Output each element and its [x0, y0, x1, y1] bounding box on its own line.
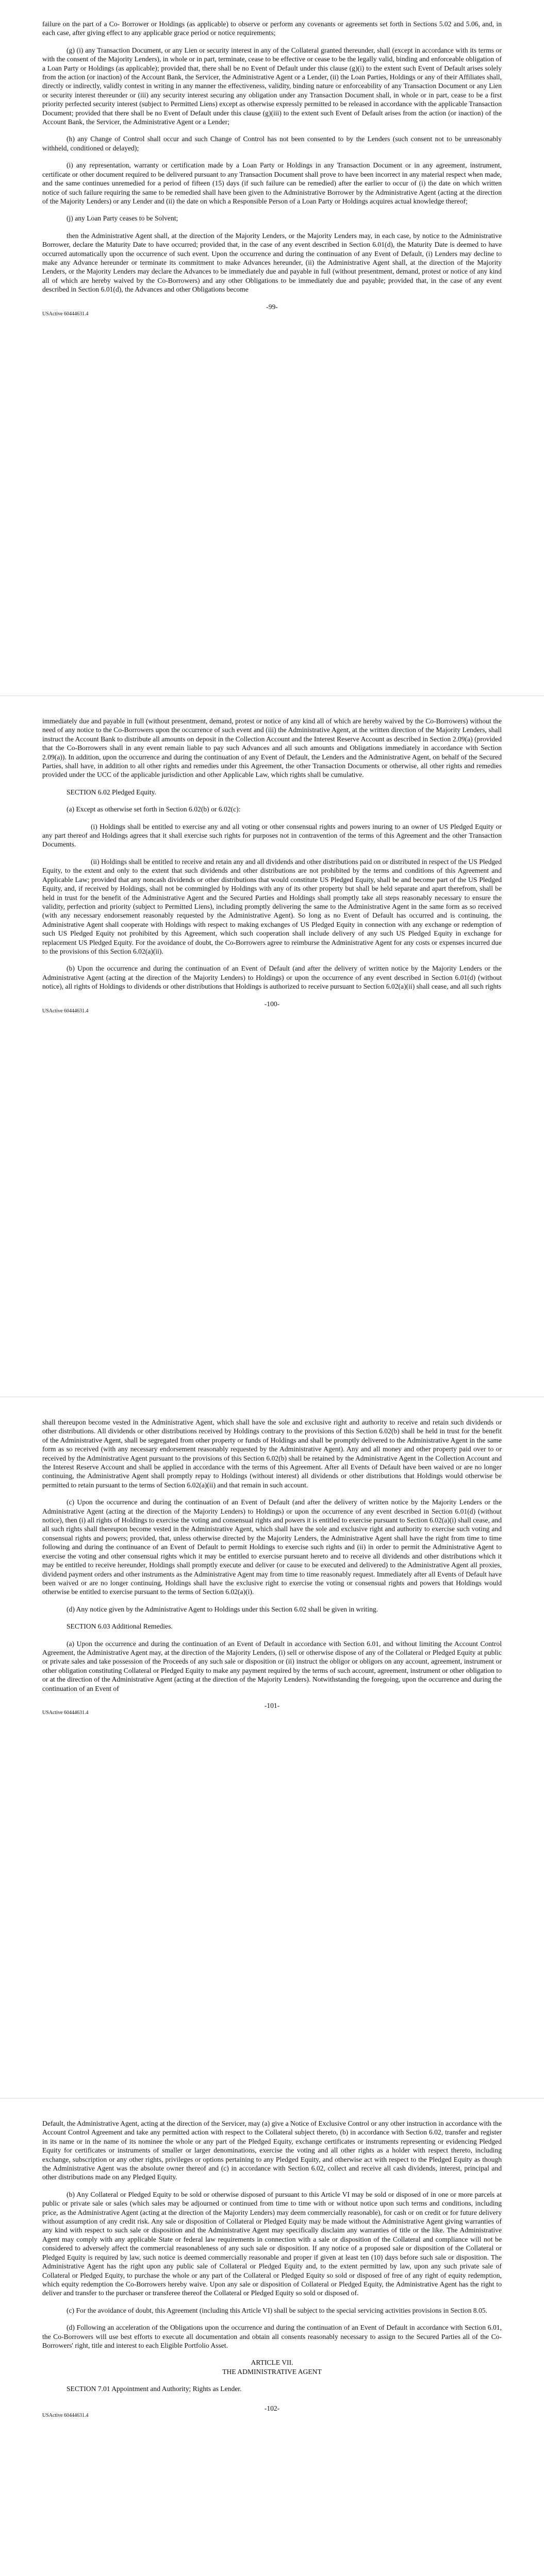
- page-number: -101-: [264, 1701, 280, 1709]
- paragraph: (a) Upon the occurrence and during the continuation of an Event of Default in accordance with Section 6.01, and without limiting the Account Control Agreement, the Administrative Agent may, at the direction of the Majority Lenders, (i) sell or otherwise dispose of any of the Collateral or Pledged Equity at public or private sales and take possession of the Proceeds of any such sale or disposition or (ii) instruct the obligor or obligors on any account, agreement, instrument or other obligation constituting Collateral or Pledged Equity to make any payment required by the terms of such account, agreement, instrument or other obligation to or at the direction of the Administrative Agent (acting at the direction of the Majority Lenders). Notwithstanding the foregoing, upon the occurrence and during the continuation of an Event of: [42, 1639, 502, 1692]
- section-heading: SECTION 7.01 Appointment and Authority; Rights as Lender.: [67, 2385, 242, 2393]
- paragraph: (b) Any Collateral or Pledged Equity to be sold or otherwise disposed of pursuant to this Article VI may be sold or disposed of in one or more parcels at public or private sale or sales (which sales may be adjourned or continued from time to time with or without notice upon such terms and conditions, including price, as the Administrative Agent (acting at the direction of the Majority Lenders) may deem commercially reasonable), for cash or on credit or for future delivery without assumption of any credit risk. Any sale or disposition of Collateral or Pledged Equity may be made without the Administrative Agent giving warranties of any kind with respect to such sale or disposition and the Administrative Agent may specifically disclaim any warranties of title or the like. The Administrative Agent may comply with any applicable State or federal law requirements in connection with a sale or disposition of the Collateral and compliance will not be considered to adversely affect the commercial reasonableness of any such sale or disposition. If any notice of a proposed sale or disposition of the Collateral or Pledged Equity is required by law, such notice is deemed commercially reasonable and proper if given at least ten (10) days before such sale or disposition. The Administrative Agent has the right upon any public sale of Collateral or Pledged Equity and, to the extent permitted by law, upon any such private sale of Collateral or Pledged Equity, to purchase the whole or any part of the Collateral or Pledged Equity so sold or disposed of free of any right of equity redemption, which equity redemption the Co-Borrowers hereby waive. Upon any sale or disposition of Collateral or Pledged Equity, the Administrative Agent has the right to deliver and transfer to the purchaser or transferee thereof the Collateral or Pledged Equity so sold or disposed of.: [42, 2190, 502, 2297]
- paragraph: (c) For the avoidance of doubt, this Agreement (including this Article VI) shall be subject to the special servicing activities provisions in Section 8.05.: [67, 2306, 487, 2314]
- page-101: [0, 1397, 544, 2098]
- paragraph: Default, the Administrative Agent, acting at the direction of the Servicer, may (a) give a Notice of Exclusive Control or any other instruction in accordance with the Account Control Agreement and take any permitted action with respect to the Collateral subject thereto, (b) in accordance with Section 6.02, transfer and register in its name or in the name of its nominee the whole or any part of the Pledged Equity, exchange certificates or instruments representing or evidencing Pledged Equity for certificates or instruments of smaller or larger denominations, exercise the voting and all other rights as a holder with respect thereto, including exchange, subscription or any other rights, privileges or options pertaining to any Pledged Equity, and otherwise act with respect to the Pledged Equity as though the Administrative Agent was the absolute owner thereof and (c) in accordance with Section 6.02, collect and receive all cash dividends, interest, principal and other distributions made on any Pledged Equity.: [42, 2120, 502, 2181]
- page-number: -100-: [264, 999, 280, 1008]
- section-heading: SECTION 6.02 Pledged Equity.: [67, 788, 156, 796]
- paragraph: (h) any Change of Control shall occur and such Change of Control has not been consented to by the Lenders (such consent not to be unreasonably withheld, conditioned or delayed);: [42, 135, 502, 152]
- paragraph: (b) Upon the occurrence and during the continuation of an Event of Default (and after the delivery of written notice by the Majority Lenders or the Administrative Agent (acting at the direction of the Majority Lenders) to Holdings) or upon the occurrence of any event described in Section 6.01(d) (without notice), all rights of Holdings to dividends or other distributions that Holdings is authorized to receive pursuant to Section 6.02(a)(ii) shall cease, and all such rights: [42, 964, 502, 991]
- page-100: [0, 696, 544, 1397]
- paragraph: (j) any Loan Party ceases to be Solvent;: [67, 214, 178, 223]
- paragraph: immediately due and payable in full (without presentment, demand, protest or notice of any kind all of which are hereby waived by the Co-Borrowers) without the need of any notice to the Co-Borrowers upon the occurrence of such event and (iii) the Administrative Agent, at the written direction of the Majority Lenders, shall instruct the Account Bank to distribute all amounts on deposit in the Collection Account and the Interest Reserve Account as described in Section 2.09(a) (provided that the Co-Borrowers shall in any event remain liable to pay such Advances and all such amounts and Obligations immediately in accordance with Section 2.09(a)). In addition, upon the occurrence and during the continuation of any Event of Default, the Lenders and the Administrative Agent, on behalf of the Secured Parties, shall have, in addition to all other rights and remedies under this Agreement, the other Transaction Documents or otherwise, all other rights and remedies provided under the UCC of the applicable jurisdiction and other Applicable Law, which rights shall be cumulative.: [42, 717, 502, 779]
- footer-doc-id: USActive 60444631.4: [42, 1008, 89, 1014]
- paragraph: (d) Following an acceleration of the Obligations upon the occurrence and during the continuation of an Event of Default in accordance with Section 6.01, the Co-Borrowers will use best efforts to execute all documentation and obtain all consents reasonably necessary to assign to the Secured Parties all of the Co-Borrowers' right, title and interest to each Eligible Portfolio Asset.: [42, 2324, 502, 2349]
- paragraph: (ii) Holdings shall be entitled to receive and retain any and all dividends and other distributions paid on or distributed in respect of the US Pledged Equity, to the extent and only to the extent that such dividends and other distributions are not prohibited by the terms and conditions of this Agreement and Applicable Law; provided that any noncash dividends or other distributions that would constitute US Pledged Equity, shall be and become part of the US Pledged Equity, and, if received by Holdings, shall not be commingled by Holdings with any of its other property but shall be held separate and apart therefrom, shall be held in trust for the benefit of the Administrative Agent and the Secured Parties and Holdings shall promptly take all steps reasonably necessary to ensure the validity, perfection and priority (subject to Permitted Liens), including promptly delivering the same to the Administrative Agent in the same form as so received (with any necessary endorsement reasonably requested by the Administrative Agent). So long as no Event of Default has occurred and is continuing, the Administrative Agent shall cooperate with Holdings with respect to making exchanges of US Pledged Equity in connection with any exchange or redemption of such US Pledged Equity not prohibited by this Agreement, which such cooperation shall include delivery of any such US Pledged Equity in exchange for replacement US Pledged Equity. For the avoidance of doubt, the Co-Borrowers agree to reimburse the Administrative Agent for any costs or expenses incurred due to the provisions of this Section 6.02(a)(ii).: [42, 857, 502, 955]
- paragraph: (i) any representation, warranty or certification made by a Loan Party or Holdings in any Transaction Document or in any agreement, instrument, certificate or other document required to be delivered pursuant to any Transaction Document shall prove to have been incorrect in any material respect when made, and the same continues unremedied for a period of fifteen (15) days (if such failure can be remedied) after the earlier to occur of (i) the date on which written notice of such failure requiring the same to be remedied shall have been given to the Administrative Borrower by the Administrative Agent (acting at the direction of the Majority Lenders) or any Lender and (ii) the date on which a Responsible Person of a Loan Party or Holdings acquires actual knowledge thereof;: [42, 161, 502, 205]
- footer-doc-id: USActive 60444631.4: [42, 311, 89, 317]
- paragraph: (c) Upon the occurrence and during the continuation of an Event of Default (and after the delivery of written notice by the Majority Lenders or the Administrative Agent (acting at the direction of the Majority Lenders) to Holdings) or upon the occurrence of any event described in Section 6.01(d) (without notice), then (i) all rights of Holdings to exercise the voting and consensual rights and powers it is entitled to exercise pursuant to Section 6.02(a)(i) shall cease, and all such rights shall thereupon become vested in the Administrative Agent, which shall have the sole and exclusive right and authority to exercise such voting and consensual rights and powers; provided, that, unless otherwise directed by the Majority Lenders, the Administrative Agent shall have the right from time to time following and during the continuance of an Event of Default to permit Holdings to exercise such rights and (ii) in order to permit the Administrative Agent to exercise the voting and other consensual rights which it may be entitled to exercise pursuant hereto and to receive all dividends and other distributions which it may be entitled to receive hereunder, Holdings shall promptly execute and deliver (or cause to be executed and delivered) to the Administrative Agent all proxies, dividend payment orders and other instruments as the Administrative Agent may from time to time reasonably request. Immediately after all Events of Default have been waived or are no longer continuing, Holdings shall have the exclusive right to exercise the voting or consensual rights and powers that Holdings would otherwise be entitled to exercise pursuant to the terms of Section 6.02(a)(i).: [42, 1498, 502, 1596]
- article-title: THE ADMINISTRATIVE AGENT: [222, 2367, 322, 2376]
- page-102: [0, 2098, 544, 2576]
- paragraph: then the Administrative Agent shall, at the direction of the Majority Lenders, or the Majority Lenders may, in each case, by notice to the Administrative Borrower, declare the Maturity Date to have occurred; provided that, in the case of any event described in Section 6.01(d), the Maturity Date is deemed to have occurred automatically upon the occurrence of such event. Upon the occurrence and during the continuation of any Event of Default, (i) Lenders may decline to make any Advance hereunder or terminate its commitment to make Advances hereunder, (ii) the Administrative Agent shall, at the direction of the Majority Lenders, or the Majority Lenders may declare the Advances to be immediately due and payable in full (without presentment, demand, protest or notice of any kind all of which are hereby waived by the Co-Borrowers) and any other Obligations to be immediately due and payable; provided that, in the case of any event described in Section 6.01(d), the Advances and other Obligations become: [42, 231, 502, 294]
- paragraph: (i) Holdings shall be entitled to exercise any and all voting or other consensual rights and powers inuring to an owner of US Pledged Equity or any part thereof and Holdings agrees that it shall exercise such rights for purposes not in contravention of the terms of this Agreement and the other Transaction Documents.: [42, 822, 502, 849]
- paragraph: shall thereupon become vested in the Administrative Agent, which shall have the sole and exclusive right and authority to receive and retain such dividends or other distributions. All dividends or other distributions received by Holdings contrary to the provisions of this Section 6.02(b) shall be held in trust for the benefit of the Administrative Agent, shall be segregated from other property or funds of Holdings and shall be promptly delivered to the Administrative Agent in the same form as so received (with any necessary endorsement reasonably requested by the Administrative Agent). Any and all money and other property paid over to or received by the Administrative Agent pursuant to the provisions of this Section 6.02(b) shall be retained by the Administrative Agent in the Collection Account and the Interest Reserve Account and shall be applied in accordance with the terms of this Agreement. After all Events of Default have been waived or are no longer continuing, the Administrative Agent shall promptly repay to Holdings (without interest) all dividends or other distributions that Holdings would otherwise be permitted to retain pursuant to the terms of Section 6.02(a)(ii) and that remain in such account.: [42, 1418, 502, 1489]
- paragraph: (a) Except as otherwise set forth in Section 6.02(b) or 6.02(c):: [67, 805, 241, 814]
- page-number: -102-: [264, 2404, 280, 2412]
- article-number: ARTICLE VII.: [251, 2359, 293, 2367]
- page-number: -99-: [266, 302, 278, 311]
- footer-doc-id: USActive 60444631.4: [42, 1710, 89, 1716]
- footer-doc-id: USActive 60444631.4: [42, 2412, 89, 2418]
- paragraph: (g) (i) any Transaction Document, or any Lien or security interest in any of the Collateral granted thereunder, shall (except in accordance with its terms or with the consent of the Majority Lenders), in whole or in part, terminate, cease to be effective or cease to be the legally valid, binding and enforceable obligation of a Loan Party or Holdings (as applicable); provided that, there shall be no Event of Default under this clause (g)(i) to the extent such Event of Default arises solely from the action (or inaction) of the Account Bank, the Servicer, the Administrative Agent or a Lender, (ii) the Loan Parties, Holdings or any of their Affiliates shall, directly or indirectly, validly contest in writing in any manner the effectiveness, validity, binding nature or enforceability of any Transaction Document or any Lien or security interest thereunder or (iii) any security interest securing any obligation under any Transaction Document shall, in whole or in part, cease to be a first priority perfected security interest (subject to Permitted Liens) except as otherwise expressly permitted to be released in accordance with the applicable Transaction Document; provided that there shall be no Event of Default under this clause (g)(iii) to the extent such Event of Default arises from the action (or inaction) of the Account Bank, the Servicer, the Administrative Agent or a Lender;: [42, 46, 502, 126]
- paragraph: failure on the part of a Co- Borrower or Holdings (as applicable) to observe or perform any covenants or agreements set forth in Sections 5.02 and 5.06, and, in each case, after giving effect to any applicable grace period or notice requirements;: [42, 20, 502, 37]
- paragraph: (d) Any notice given by the Administrative Agent to Holdings under this Section 6.02 shall be given in writing.: [67, 1605, 378, 1613]
- page-99: [0, 0, 544, 696]
- section-heading: SECTION 6.03 Additional Remedies.: [67, 1622, 173, 1631]
